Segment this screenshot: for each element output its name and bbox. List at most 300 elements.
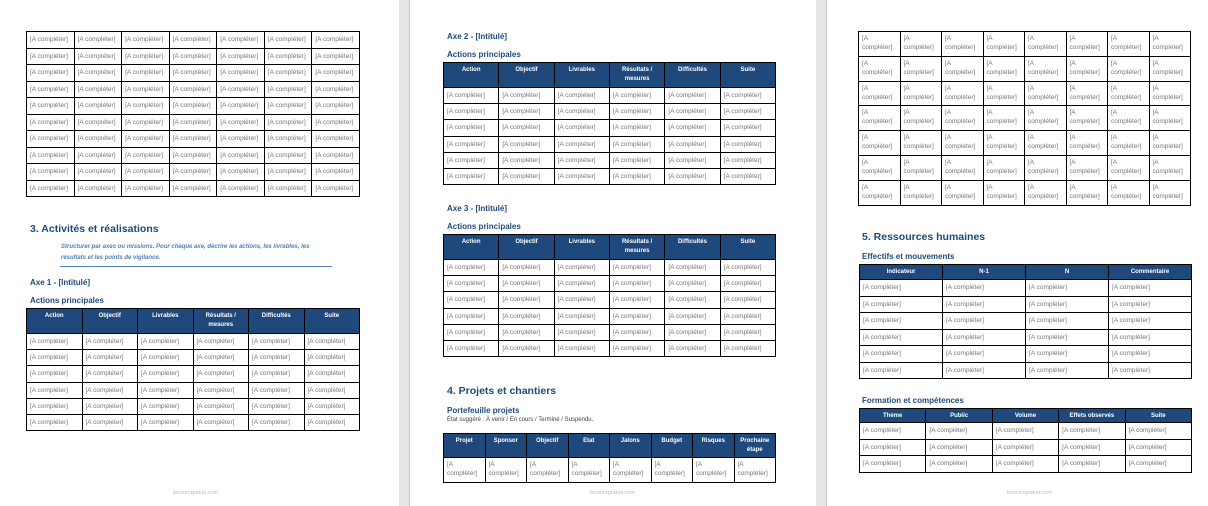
table-cell-placeholder[interactable]: [A compléter] — [1109, 313, 1192, 330]
table-cell-placeholder[interactable]: [A compléter] — [193, 398, 249, 414]
table-cell-placeholder[interactable]: [A compléter] — [900, 81, 942, 106]
table-cell-placeholder[interactable]: [A compléter] — [312, 164, 360, 181]
table-cell-placeholder[interactable]: [A compléter] — [1025, 131, 1067, 156]
table-cell-placeholder[interactable]: [A compléter] — [82, 398, 138, 414]
table-cell-placeholder[interactable]: [A compléter] — [610, 458, 652, 483]
table-cell-placeholder[interactable]: [A compléter] — [1066, 56, 1108, 81]
table-cell-placeholder[interactable]: [A compléter] — [312, 131, 360, 148]
table-cell-placeholder[interactable]: [A compléter] — [1025, 155, 1067, 180]
table-cell-placeholder[interactable]: [A compléter] — [169, 81, 217, 98]
table-cell-placeholder[interactable]: [A compléter] — [983, 106, 1025, 131]
table-cell-placeholder[interactable]: [A compléter] — [1108, 56, 1150, 81]
note-line-2: résultats et les points de vigilance. — [61, 255, 161, 261]
table-cell-placeholder[interactable]: [A compléter] — [27, 414, 83, 430]
table-cell-placeholder[interactable]: [A compléter] — [122, 32, 170, 49]
table-cell-placeholder[interactable]: [A compléter] — [264, 114, 312, 131]
table-cell-placeholder[interactable]: [A compléter] — [1025, 106, 1067, 131]
table-cell-placeholder[interactable]: [A compléter] — [249, 350, 305, 366]
table-cell-placeholder[interactable]: [A compléter] — [499, 136, 554, 152]
table-cell-placeholder[interactable]: [A compléter] — [1149, 56, 1191, 81]
table-cell-placeholder[interactable]: [A compléter] — [264, 32, 312, 49]
table-cell-placeholder[interactable]: [A compléter] — [554, 276, 609, 292]
table-cell-placeholder[interactable]: [A compléter] — [720, 88, 775, 104]
table-cell-placeholder[interactable]: [A compléter] — [444, 340, 499, 356]
table-cell-placeholder[interactable]: [A compléter] — [859, 155, 901, 180]
table-cell-placeholder[interactable]: [A compléter] — [122, 147, 170, 164]
table-cell-placeholder[interactable]: [A compléter] — [554, 260, 609, 276]
table-cell-placeholder[interactable]: [A compléter] — [1059, 439, 1125, 456]
table-cell-placeholder[interactable]: [A compléter] — [983, 56, 1025, 81]
table-header-row — [860, 265, 1192, 280]
table-cell-placeholder[interactable]: [A compléter] — [122, 131, 170, 148]
table-cell-placeholder[interactable]: [A compléter] — [193, 366, 249, 382]
table-cell-placeholder[interactable]: [A compléter] — [82, 414, 138, 430]
table-cell-placeholder[interactable]: [A compléter] — [82, 366, 138, 382]
table-cell-placeholder[interactable]: [A compléter] — [859, 56, 901, 81]
table-cell-placeholder[interactable]: [A compléter] — [665, 88, 720, 104]
table-cell-placeholder[interactable]: [A compléter] — [304, 350, 360, 366]
table-cell-placeholder[interactable]: [A compléter] — [27, 65, 75, 82]
table-cell-placeholder[interactable]: [A compléter] — [983, 180, 1025, 205]
table-cell-placeholder[interactable]: [A compléter] — [609, 120, 664, 136]
table-cell-placeholder[interactable]: [A compléter] — [1125, 456, 1191, 473]
table-cell-placeholder[interactable]: [A compléter] — [943, 296, 1026, 313]
table-cell-placeholder[interactable]: [A compléter] — [138, 382, 194, 398]
table-cell-placeholder[interactable]: [A compléter] — [983, 81, 1025, 106]
table-cell-placeholder[interactable]: [A compléter] — [264, 180, 312, 197]
table-cell-placeholder[interactable]: [A compléter] — [312, 81, 360, 98]
table-cell-placeholder[interactable]: [A compléter] — [312, 32, 360, 49]
table-cell-placeholder[interactable]: [A compléter] — [122, 180, 170, 197]
table-cell-placeholder[interactable]: [A compléter] — [193, 382, 249, 398]
table-cell-placeholder[interactable]: [A compléter] — [554, 152, 609, 168]
table-cell-placeholder[interactable]: [A compléter] — [859, 180, 901, 205]
table-cell-placeholder[interactable]: [A compléter] — [169, 65, 217, 82]
table-cell-placeholder[interactable]: [A compléter] — [568, 458, 610, 483]
table-cell-placeholder[interactable]: [A compléter] — [860, 346, 943, 363]
table-cell-placeholder[interactable]: [A compléter] — [27, 164, 75, 181]
table-cell-placeholder[interactable]: [A compléter] — [693, 458, 735, 483]
table-cell-placeholder[interactable]: [A compléter] — [304, 382, 360, 398]
table-cell-placeholder[interactable]: [A compléter] — [665, 120, 720, 136]
table-cell-placeholder[interactable]: [A compléter] — [942, 81, 984, 106]
table-cell-placeholder[interactable]: [A compléter] — [943, 329, 1026, 346]
table-cell-placeholder[interactable]: [A compléter] — [1125, 423, 1191, 440]
table-cell-placeholder[interactable]: [A compléter] — [444, 276, 499, 292]
table-cell-placeholder[interactable]: [A compléter] — [74, 98, 122, 115]
table-cell-placeholder[interactable]: [A compléter] — [499, 152, 554, 168]
table-cell-placeholder[interactable]: [A compléter] — [444, 104, 499, 120]
table-cell-placeholder[interactable]: [A compléter] — [527, 458, 569, 483]
table-cell-placeholder[interactable]: [A compléter] — [1025, 32, 1067, 57]
table-cell-placeholder[interactable]: [A compléter] — [609, 104, 664, 120]
table-cell-placeholder[interactable]: [A compléter] — [665, 324, 720, 340]
table-cell-placeholder[interactable]: [A compléter] — [169, 114, 217, 131]
table-cell-placeholder[interactable]: [A compléter] — [1066, 155, 1108, 180]
table-cell-placeholder[interactable]: [A compléter] — [1109, 329, 1192, 346]
table-cell-placeholder[interactable]: [A compléter] — [499, 308, 554, 324]
table-cell-placeholder[interactable]: [A compléter] — [720, 152, 775, 168]
table-cell-placeholder[interactable]: [A compléter] — [169, 180, 217, 197]
table-cell-placeholder[interactable]: [A compléter] — [27, 114, 75, 131]
table-cell-placeholder[interactable]: [A compléter] — [900, 106, 942, 131]
table-cell-placeholder[interactable]: [A compléter] — [217, 81, 265, 98]
table-cell-placeholder[interactable]: [A compléter] — [983, 155, 1025, 180]
table-cell-placeholder[interactable]: [A compléter] — [859, 106, 901, 131]
table-cell-placeholder[interactable]: [A compléter] — [444, 152, 499, 168]
table-cell-placeholder[interactable]: [A compléter] — [138, 414, 194, 430]
table-cell-placeholder[interactable]: [A compléter] — [74, 114, 122, 131]
table-cell-placeholder[interactable]: [A compléter] — [720, 340, 775, 356]
table-cell-placeholder[interactable]: [A compléter] — [304, 334, 360, 350]
table-cell-placeholder[interactable]: [A compléter] — [264, 48, 312, 65]
table-cell-placeholder[interactable]: [A compléter] — [720, 292, 775, 308]
table-cell-placeholder[interactable]: [A compléter] — [169, 131, 217, 148]
table-cell-placeholder[interactable]: [A compléter] — [943, 346, 1026, 363]
table-cell-placeholder[interactable]: [A compléter] — [264, 147, 312, 164]
table-cell-placeholder[interactable]: [A compléter] — [1026, 313, 1109, 330]
table-cell-placeholder[interactable]: [A compléter] — [860, 439, 926, 456]
table-cell-placeholder[interactable]: [A compléter] — [217, 131, 265, 148]
table-cell-placeholder[interactable]: [A compléter] — [665, 260, 720, 276]
table-row — [859, 106, 1191, 131]
table-cell-placeholder[interactable]: [A compléter] — [665, 104, 720, 120]
table-cell-placeholder[interactable]: [A compléter] — [554, 168, 609, 184]
table-cell-placeholder[interactable]: [A compléter] — [554, 292, 609, 308]
table-cell-placeholder[interactable]: [A compléter] — [312, 65, 360, 82]
table-cell-placeholder[interactable]: [A compléter] — [27, 147, 75, 164]
table-cell-placeholder[interactable]: [A compléter] — [499, 340, 554, 356]
table-cell-placeholder[interactable]: [A compléter] — [1125, 439, 1191, 456]
table-cell-placeholder[interactable]: [A compléter] — [312, 114, 360, 131]
table-cell-placeholder[interactable]: [A compléter] — [554, 340, 609, 356]
table-cell-placeholder[interactable]: [A compléter] — [27, 32, 75, 49]
table-cell-placeholder[interactable]: [A compléter] — [1149, 106, 1191, 131]
table-cell-placeholder[interactable]: [A compléter] — [499, 120, 554, 136]
table-cell-placeholder[interactable]: [A compléter] — [665, 292, 720, 308]
effectifs-table — [859, 264, 1192, 379]
table-cell-placeholder[interactable]: [A compléter] — [122, 114, 170, 131]
table-cell-placeholder[interactable]: [A compléter] — [609, 340, 664, 356]
table-cell-placeholder[interactable]: [A compléter] — [193, 414, 249, 430]
table-cell-placeholder[interactable]: [A compléter] — [169, 98, 217, 115]
table-cell-placeholder[interactable]: [A compléter] — [444, 136, 499, 152]
table-cell-placeholder[interactable]: [A compléter] — [609, 292, 664, 308]
table-cell-placeholder[interactable]: [A compléter] — [609, 88, 664, 104]
table-cell-placeholder[interactable]: [A compléter] — [992, 456, 1058, 473]
table-cell-placeholder[interactable]: [A compléter] — [992, 439, 1058, 456]
table-cell-placeholder[interactable]: [A compléter] — [82, 334, 138, 350]
table-cell-placeholder[interactable]: [A compléter] — [860, 280, 943, 297]
column-header: Résultats / mesures — [193, 309, 249, 334]
table-cell-placeholder[interactable]: [A compléter] — [1026, 362, 1109, 379]
table-cell-placeholder[interactable]: [A compléter] — [27, 382, 83, 398]
table-cell-placeholder[interactable]: [A compléter] — [983, 131, 1025, 156]
table-cell-placeholder[interactable]: [A compléter] — [900, 131, 942, 156]
table-cell-placeholder[interactable]: [A compléter] — [74, 32, 122, 49]
table-cell-placeholder[interactable]: [A compléter] — [444, 458, 486, 483]
table-cell-placeholder[interactable]: [A compléter] — [193, 334, 249, 350]
table-cell-placeholder[interactable]: [A compléter] — [665, 136, 720, 152]
table-cell-placeholder[interactable]: [A compléter] — [312, 147, 360, 164]
table-cell-placeholder[interactable]: [A compléter] — [1108, 131, 1150, 156]
table-cell-placeholder[interactable]: [A compléter] — [860, 296, 943, 313]
column-header: Action — [444, 235, 499, 260]
table-cell-placeholder[interactable]: [A compléter] — [27, 48, 75, 65]
table-cell-placeholder[interactable]: [A compléter] — [860, 329, 943, 346]
table-cell-placeholder[interactable]: [A compléter] — [900, 56, 942, 81]
table-cell-placeholder[interactable]: [A compléter] — [1026, 346, 1109, 363]
table-cell-placeholder[interactable]: [A compléter] — [1149, 155, 1191, 180]
table-cell-placeholder[interactable]: [A compléter] — [444, 88, 499, 104]
table-cell-placeholder[interactable]: [A compléter] — [1109, 296, 1192, 313]
table-cell-placeholder[interactable]: [A compléter] — [1025, 56, 1067, 81]
table-cell-placeholder[interactable]: [A compléter] — [720, 260, 775, 276]
table-cell-placeholder[interactable]: [A compléter] — [554, 308, 609, 324]
table-cell-placeholder[interactable]: [A compléter] — [860, 423, 926, 440]
table-cell-placeholder[interactable]: [A compléter] — [942, 155, 984, 180]
table-cell-placeholder[interactable]: [A compléter] — [499, 260, 554, 276]
table-cell-placeholder[interactable]: [A compléter] — [1066, 32, 1108, 57]
table-cell-placeholder[interactable]: [A compléter] — [860, 456, 926, 473]
table-cell-placeholder[interactable]: [A compléter] — [122, 81, 170, 98]
table-cell-placeholder[interactable]: [A compléter] — [860, 362, 943, 379]
table-cell-placeholder[interactable]: [A compléter] — [217, 180, 265, 197]
table-cell-placeholder[interactable]: [A compléter] — [942, 56, 984, 81]
table-cell-placeholder[interactable]: [A compléter] — [74, 147, 122, 164]
table-cell-placeholder[interactable]: [A compléter] — [74, 81, 122, 98]
table-cell-placeholder[interactable]: [A compléter] — [942, 106, 984, 131]
table-cell-placeholder[interactable]: [A compléter] — [720, 104, 775, 120]
table-cell-placeholder[interactable]: [A compléter] — [1066, 180, 1108, 205]
table-cell-placeholder[interactable]: [A compléter] — [27, 81, 75, 98]
table-cell-placeholder[interactable]: [A compléter] — [74, 65, 122, 82]
table-cell-placeholder[interactable]: [A compléter] — [444, 120, 499, 136]
page-2 — [409, 0, 816, 506]
table-cell-placeholder[interactable]: [A compléter] — [1108, 155, 1150, 180]
table-cell-placeholder[interactable]: [A compléter] — [217, 98, 265, 115]
table-cell-placeholder[interactable]: [A compléter] — [138, 334, 194, 350]
table-cell-placeholder[interactable]: [A compléter] — [485, 458, 527, 483]
table-cell-placeholder[interactable]: [A compléter] — [720, 324, 775, 340]
table-cell-placeholder[interactable]: [A compléter] — [217, 114, 265, 131]
table-cell-placeholder[interactable]: [A compléter] — [169, 32, 217, 49]
table-cell-placeholder[interactable]: [A compléter] — [943, 313, 1026, 330]
table-cell-placeholder[interactable]: [A compléter] — [304, 366, 360, 382]
table-cell-placeholder[interactable]: [A compléter] — [304, 398, 360, 414]
table-cell-placeholder[interactable]: [A compléter] — [900, 155, 942, 180]
table-cell-placeholder[interactable]: [A compléter] — [983, 32, 1025, 57]
table-header-row — [27, 309, 360, 334]
table-cell-placeholder[interactable]: [A compléter] — [74, 180, 122, 197]
table-cell-placeholder[interactable]: [A compléter] — [444, 168, 499, 184]
table-cell-placeholder[interactable]: [A compléter] — [609, 152, 664, 168]
table-cell-placeholder[interactable]: [A compléter] — [734, 458, 776, 483]
table-cell-placeholder[interactable]: [A compléter] — [82, 382, 138, 398]
table-cell-placeholder[interactable]: [A compléter] — [1025, 180, 1067, 205]
table-cell-placeholder[interactable]: [A compléter] — [926, 423, 992, 440]
column-header: Action — [27, 309, 83, 334]
table-cell-placeholder[interactable]: [A compléter] — [264, 98, 312, 115]
table-cell-placeholder[interactable]: [A compléter] — [444, 324, 499, 340]
table-cell-placeholder[interactable]: [A compléter] — [169, 48, 217, 65]
table-cell-placeholder[interactable]: [A compléter] — [217, 32, 265, 49]
table-cell-placeholder[interactable]: [A compléter] — [1059, 456, 1125, 473]
table-cell-placeholder[interactable]: [A compléter] — [499, 88, 554, 104]
table-cell-placeholder[interactable]: [A compléter] — [665, 308, 720, 324]
table-cell-placeholder[interactable]: [A compléter] — [1108, 32, 1150, 57]
column-header: Commentaire — [1109, 265, 1192, 280]
table-cell-placeholder[interactable]: [A compléter] — [859, 81, 901, 106]
table-cell-placeholder[interactable]: [A compléter] — [138, 366, 194, 382]
table-cell-placeholder[interactable]: [A compléter] — [82, 350, 138, 366]
table-cell-placeholder[interactable]: [A compléter] — [444, 308, 499, 324]
table-cell-placeholder[interactable]: [A compléter] — [900, 180, 942, 205]
table-cell-placeholder[interactable]: [A compléter] — [264, 65, 312, 82]
table-cell-placeholder[interactable]: [A compléter] — [1108, 180, 1150, 205]
table-cell-placeholder[interactable]: [A compléter] — [312, 98, 360, 115]
table-cell-placeholder[interactable]: [A compléter] — [249, 366, 305, 382]
table-cell-placeholder[interactable]: [A compléter] — [554, 104, 609, 120]
table-cell-placeholder[interactable]: [A compléter] — [665, 276, 720, 292]
table-cell-placeholder[interactable]: [A compléter] — [74, 48, 122, 65]
table-cell-placeholder[interactable]: [A compléter] — [1149, 32, 1191, 57]
table-cell-placeholder[interactable]: [A compléter] — [720, 168, 775, 184]
table-cell-placeholder[interactable]: [A compléter] — [554, 324, 609, 340]
table-cell-placeholder[interactable]: [A compléter] — [312, 180, 360, 197]
table-cell-placeholder[interactable]: [A compléter] — [720, 308, 775, 324]
table-row — [27, 65, 360, 82]
table-cell-placeholder[interactable]: [A compléter] — [249, 398, 305, 414]
table-cell-placeholder[interactable]: [A compléter] — [499, 276, 554, 292]
table-cell-placeholder[interactable]: [A compléter] — [1149, 131, 1191, 156]
table-cell-placeholder[interactable]: [A compléter] — [444, 292, 499, 308]
table-cell-placeholder[interactable]: [A compléter] — [859, 32, 901, 57]
formation-title: Formation et compétences — [862, 396, 964, 405]
table-cell-placeholder[interactable]: [A compléter] — [926, 456, 992, 473]
table-cell-placeholder[interactable]: [A compléter] — [900, 32, 942, 57]
table-cell-placeholder[interactable]: [A compléter] — [249, 414, 305, 430]
table-cell-placeholder[interactable]: [A compléter] — [27, 131, 75, 148]
table-cell-placeholder[interactable]: [A compléter] — [1108, 106, 1150, 131]
table-cell-placeholder[interactable]: [A compléter] — [1025, 81, 1067, 106]
table-row — [444, 260, 776, 276]
table-cell-placeholder[interactable]: [A compléter] — [312, 48, 360, 65]
table-cell-placeholder[interactable]: [A compléter] — [122, 48, 170, 65]
column-header: Prochaine étape — [734, 434, 776, 458]
table-cell-placeholder[interactable]: [A compléter] — [926, 439, 992, 456]
table-cell-placeholder[interactable]: [A compléter] — [609, 276, 664, 292]
table-cell-placeholder[interactable]: [A compléter] — [992, 423, 1058, 440]
table-cell-placeholder[interactable]: [A compléter] — [943, 362, 1026, 379]
table-cell-placeholder[interactable]: [A compléter] — [74, 131, 122, 148]
table-cell-placeholder[interactable]: [A compléter] — [651, 458, 693, 483]
table-cell-placeholder[interactable]: [A compléter] — [122, 98, 170, 115]
note-rule — [60, 266, 332, 267]
table-cell-placeholder[interactable]: [A compléter] — [554, 88, 609, 104]
table-cell-placeholder[interactable]: [A compléter] — [609, 136, 664, 152]
table-cell-placeholder[interactable]: [A compléter] — [264, 81, 312, 98]
table-cell-placeholder[interactable]: [A compléter] — [1066, 81, 1108, 106]
table-cell-placeholder[interactable]: [A compléter] — [1108, 81, 1150, 106]
table-cell-placeholder[interactable]: [A compléter] — [720, 120, 775, 136]
table-cell-placeholder[interactable]: [A compléter] — [499, 104, 554, 120]
table-cell-placeholder[interactable]: [A compléter] — [499, 292, 554, 308]
column-header: N — [1026, 265, 1109, 280]
table-cell-placeholder[interactable]: [A compléter] — [1059, 423, 1125, 440]
table-cell-placeholder[interactable]: [A compléter] — [1109, 362, 1192, 379]
table-cell-placeholder[interactable]: [A compléter] — [554, 136, 609, 152]
table-cell-placeholder[interactable]: [A compléter] — [1066, 106, 1108, 131]
table-cell-placeholder[interactable]: [A compléter] — [1149, 180, 1191, 205]
table-cell-placeholder[interactable]: [A compléter] — [554, 120, 609, 136]
table-cell-placeholder[interactable]: [A compléter] — [27, 398, 83, 414]
table-cell-placeholder[interactable]: [A compléter] — [193, 350, 249, 366]
table-cell-placeholder[interactable]: [A compléter] — [1149, 81, 1191, 106]
table-cell-placeholder[interactable]: [A compléter] — [1026, 296, 1109, 313]
table-cell-placeholder[interactable]: [A compléter] — [138, 350, 194, 366]
table-cell-placeholder[interactable]: [A compléter] — [499, 324, 554, 340]
table-cell-placeholder[interactable]: [A compléter] — [720, 276, 775, 292]
table-cell-placeholder[interactable]: [A compléter] — [27, 180, 75, 197]
table-cell-placeholder[interactable]: [A compléter] — [249, 382, 305, 398]
table-cell-placeholder[interactable]: [A compléter] — [217, 147, 265, 164]
table-cell-placeholder[interactable]: [A compléter] — [609, 168, 664, 184]
table-cell-placeholder[interactable]: [A compléter] — [122, 65, 170, 82]
table-cell-placeholder[interactable]: [A compléter] — [444, 260, 499, 276]
table-cell-placeholder[interactable]: [A compléter] — [27, 98, 75, 115]
column-header: Résultats / mesures — [609, 63, 664, 88]
table-cell-placeholder[interactable]: [A compléter] — [665, 168, 720, 184]
table-cell-placeholder[interactable]: [A compléter] — [1026, 329, 1109, 346]
table-cell-placeholder[interactable]: [A compléter] — [217, 48, 265, 65]
table-cell-placeholder[interactable]: [A compléter] — [665, 340, 720, 356]
table-cell-placeholder[interactable]: [A compléter] — [860, 313, 943, 330]
table-cell-placeholder[interactable]: [A compléter] — [1026, 280, 1109, 297]
table-cell-placeholder[interactable]: [A compléter] — [304, 414, 360, 430]
table-cell-placeholder[interactable]: [A compléter] — [665, 152, 720, 168]
table-cell-placeholder[interactable]: [A compléter] — [249, 334, 305, 350]
table-row — [860, 346, 1192, 363]
table-cell-placeholder[interactable]: [A compléter] — [169, 147, 217, 164]
table-cell-placeholder[interactable]: [A compléter] — [1109, 346, 1192, 363]
table-cell-placeholder[interactable]: [A compléter] — [859, 131, 901, 156]
table-cell-placeholder[interactable]: [A compléter] — [609, 324, 664, 340]
table-cell-placeholder[interactable]: [A compléter] — [264, 131, 312, 148]
table-cell-placeholder[interactable]: [A compléter] — [499, 168, 554, 184]
table-cell-placeholder[interactable]: [A compléter] — [138, 398, 194, 414]
table-cell-placeholder[interactable]: [A compléter] — [27, 350, 83, 366]
table-cell-placeholder[interactable]: [A compléter] — [609, 308, 664, 324]
table-cell-placeholder[interactable]: [A compléter] — [943, 280, 1026, 297]
table-cell-placeholder[interactable]: [A compléter] — [942, 180, 984, 205]
table-cell-placeholder[interactable]: [A compléter] — [122, 164, 170, 181]
table-cell-placeholder[interactable]: [A compléter] — [1066, 131, 1108, 156]
formation-table — [859, 408, 1192, 473]
table-cell-placeholder[interactable]: [A compléter] — [217, 164, 265, 181]
table-cell-placeholder[interactable]: [A compléter] — [609, 260, 664, 276]
table-cell-placeholder[interactable]: [A compléter] — [217, 65, 265, 82]
table-cell-placeholder[interactable]: [A compléter] — [169, 164, 217, 181]
table-cell-placeholder[interactable]: [A compléter] — [27, 366, 83, 382]
table-cell-placeholder[interactable]: [A compléter] — [942, 131, 984, 156]
table-cell-placeholder[interactable]: [A compléter] — [1109, 280, 1192, 297]
table-cell-placeholder[interactable]: [A compléter] — [942, 32, 984, 57]
table-cell-placeholder[interactable]: [A compléter] — [720, 136, 775, 152]
table-cell-placeholder[interactable]: [A compléter] — [74, 164, 122, 181]
table-cell-placeholder[interactable]: [A compléter] — [27, 334, 83, 350]
table-cell-placeholder[interactable]: [A compléter] — [264, 164, 312, 181]
